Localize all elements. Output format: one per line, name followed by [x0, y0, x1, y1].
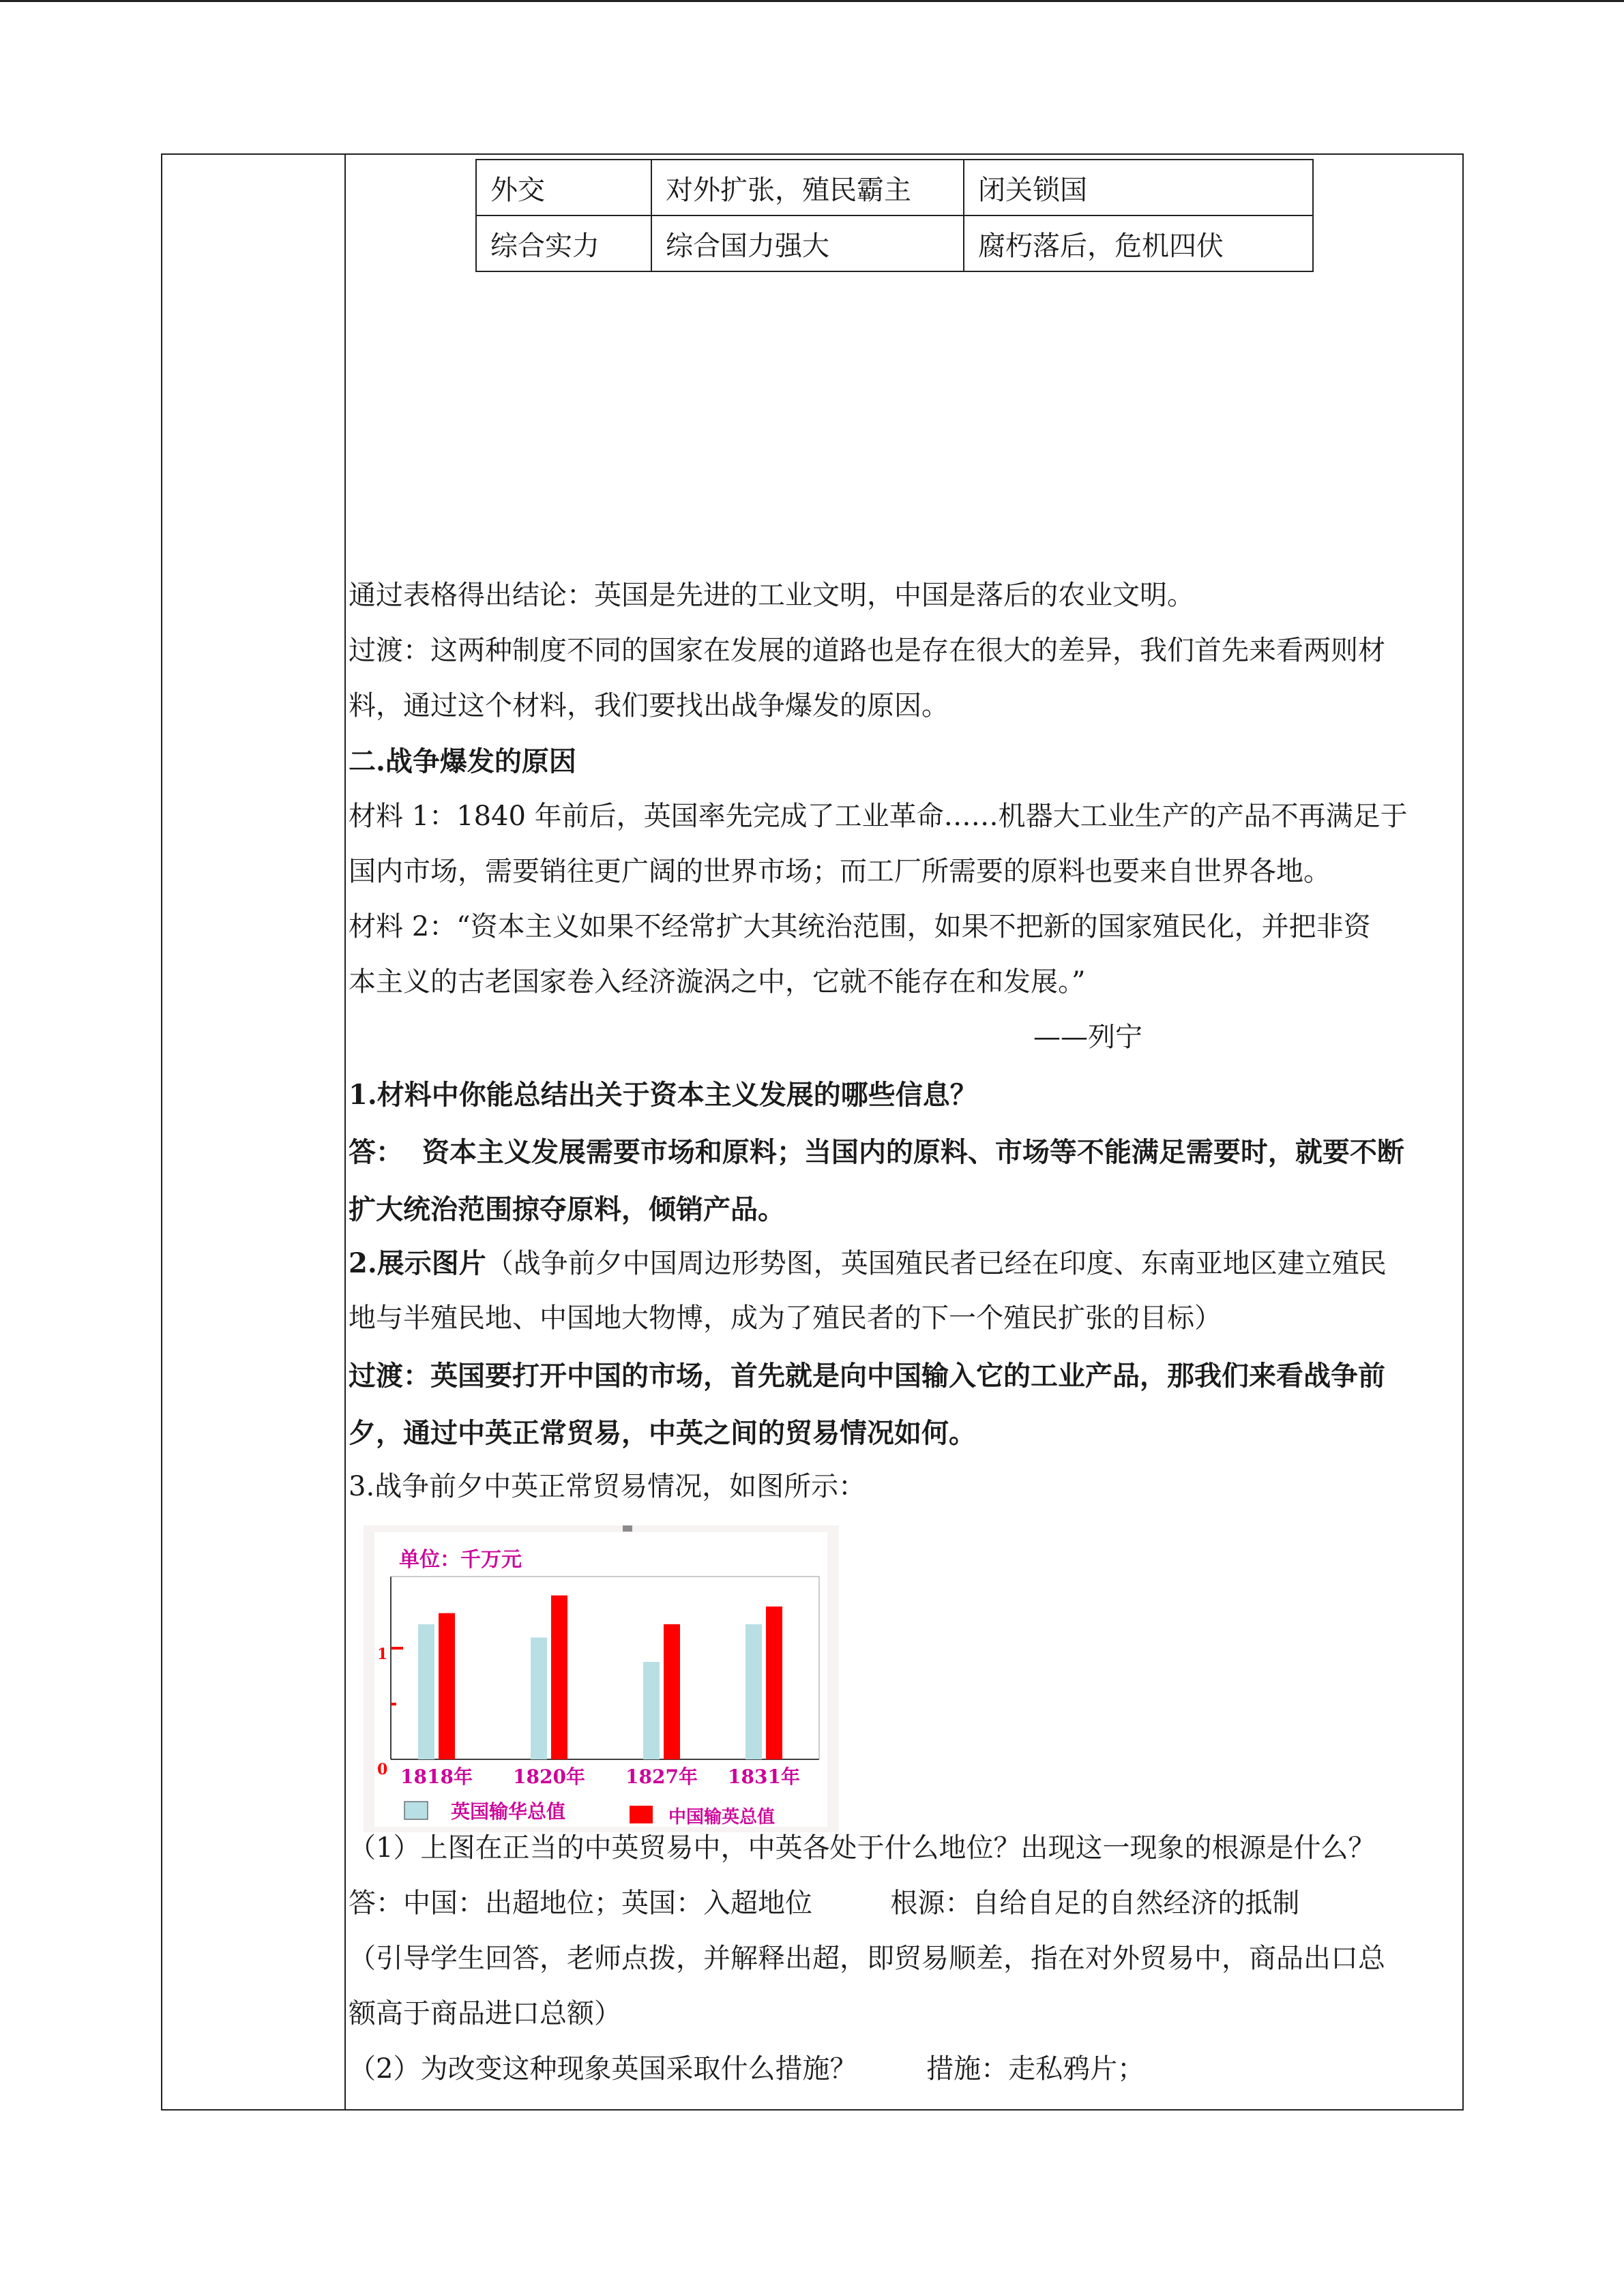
sub-answer-1: 答：中国：出超地位；英国：入超地位 根源：自给自足的自然经济的抵制 [349, 1888, 1300, 1919]
trade-bar-chart [364, 1525, 839, 1832]
conclusion-text: 通过表格得出结论：英国是先进的工业文明，中国是落后的农业文明。 [349, 580, 1194, 611]
material-1-line-1: 材料 1：1840 年前后，英国率先完成了工业革命……机器大工业生产的产品不再满足于 [349, 801, 1408, 832]
column-divider [344, 153, 346, 2111]
question-1: 1.材料中你能总结出关于资本主义发展的哪些信息？ [349, 1079, 977, 1111]
bar-china-1818年 [439, 1613, 455, 1759]
x-tick-label: 1831年 [728, 1765, 800, 1788]
material-1-line-2: 国内市场，需要销往更广阔的世界市场；而工厂所需要的原料也要来自世界各地。 [349, 856, 1331, 887]
transition-2-line-1: 过渡：英国要打开中国的市场，首先就是向中国输入它的工业产品，那我们来看战争前 [349, 1360, 1385, 1392]
page-top-border [0, 0, 1624, 2]
chart-handle [623, 1525, 632, 1532]
table-cell-aspect: 综合实力 [476, 215, 651, 271]
bar-britain-1831年 [745, 1624, 762, 1759]
table-cell-britain: 综合国力强大 [651, 215, 964, 271]
x-tick-label: 1818年 [400, 1765, 473, 1788]
bar-britain-1818年 [418, 1624, 434, 1759]
guidance-line-1: （引导学生回答，老师点拨，并解释出超，即贸易顺差，指在对外贸易中，商品出口总 [349, 1943, 1385, 1974]
x-tick-label: 1820年 [513, 1765, 585, 1788]
answer-1-line-1: 答： 资本主义发展需要市场和原料；当国内的原料、市场等不能满足需要时，就要不断 [349, 1136, 1404, 1168]
sub-question-1: （1）上图在正当的中英贸易中，中英各处于什么地位？出现这一现象的根源是什么？ [349, 1832, 1376, 1864]
question-2-line-1 [349, 1236, 1457, 1292]
transition-line-1: 过渡：这两种制度不同的国家在发展的道路也是存在很大的差异，我们首先来看两则材 [349, 635, 1385, 666]
table-cell-aspect: 外交 [476, 160, 651, 215]
sub-question-2: （2）为改变这种现象英国采取什么措施？ 措施：走私鸦片； [349, 2053, 1145, 2085]
quote-attribution: ——列宁 [1033, 1022, 1142, 1053]
table-row [476, 160, 1313, 215]
comparison-table [475, 159, 1314, 272]
question-2-label: 2.展示图片 [349, 1247, 486, 1279]
bar-china-1831年 [766, 1607, 782, 1759]
bar-china-1820年 [551, 1596, 567, 1759]
x-tick-label: 1827年 [625, 1765, 698, 1788]
material-2-line-1: 材料 2：“资本主义如果不经常扩大其统治范围，如果不把新的国家殖民化，并把非资 [349, 911, 1371, 942]
bar-china-1827年 [664, 1624, 680, 1759]
section-heading: 二.战争爆发的原因 [349, 745, 576, 777]
bar-britain-1827年 [643, 1662, 660, 1759]
transition-2-line-2: 夕，通过中英正常贸易，中英之间的贸易情况如何。 [349, 1417, 976, 1449]
y-tick-label: 0 [377, 1761, 388, 1778]
answer-1-line-2: 扩大统治范围掠夺原料，倾销产品。 [349, 1193, 785, 1225]
question-2-note: （战争前夕中国周边形势图，英国殖民者已经在印度、东南亚地区建立殖民 [486, 1248, 1387, 1279]
question-2-line-2: 地与半殖民地、中国地大物博，成为了殖民者的下一个殖民扩张的目标） [349, 1302, 1222, 1334]
y-tick-label: 1 [377, 1645, 388, 1663]
material-2-line-2: 本主义的古老国家卷入经济漩涡之中，它就不能存在和发展。” [349, 966, 1086, 998]
table-cell-china: 闭关锁国 [964, 160, 1313, 215]
transition-line-2: 料，通过这个材料，我们要找出战争爆发的原因。 [349, 690, 949, 721]
legend-label-britain: 英国输华总值 [451, 1800, 566, 1823]
table-row [476, 215, 1313, 271]
table-cell-britain: 对外扩张，殖民霸主 [651, 160, 964, 215]
table-cell-china: 腐朽落后，危机四伏 [964, 215, 1313, 271]
bar-britain-1820年 [531, 1637, 547, 1759]
guidance-line-2: 额高于商品进口总额） [349, 1998, 621, 2029]
legend-label-china: 中国输英总值 [668, 1807, 776, 1828]
chart-title: 单位：千万元 [399, 1548, 522, 1572]
question-3: 3.战争前夕中英正常贸易情况，如图所示： [349, 1471, 866, 1502]
legend-swatch-britain [404, 1802, 428, 1819]
